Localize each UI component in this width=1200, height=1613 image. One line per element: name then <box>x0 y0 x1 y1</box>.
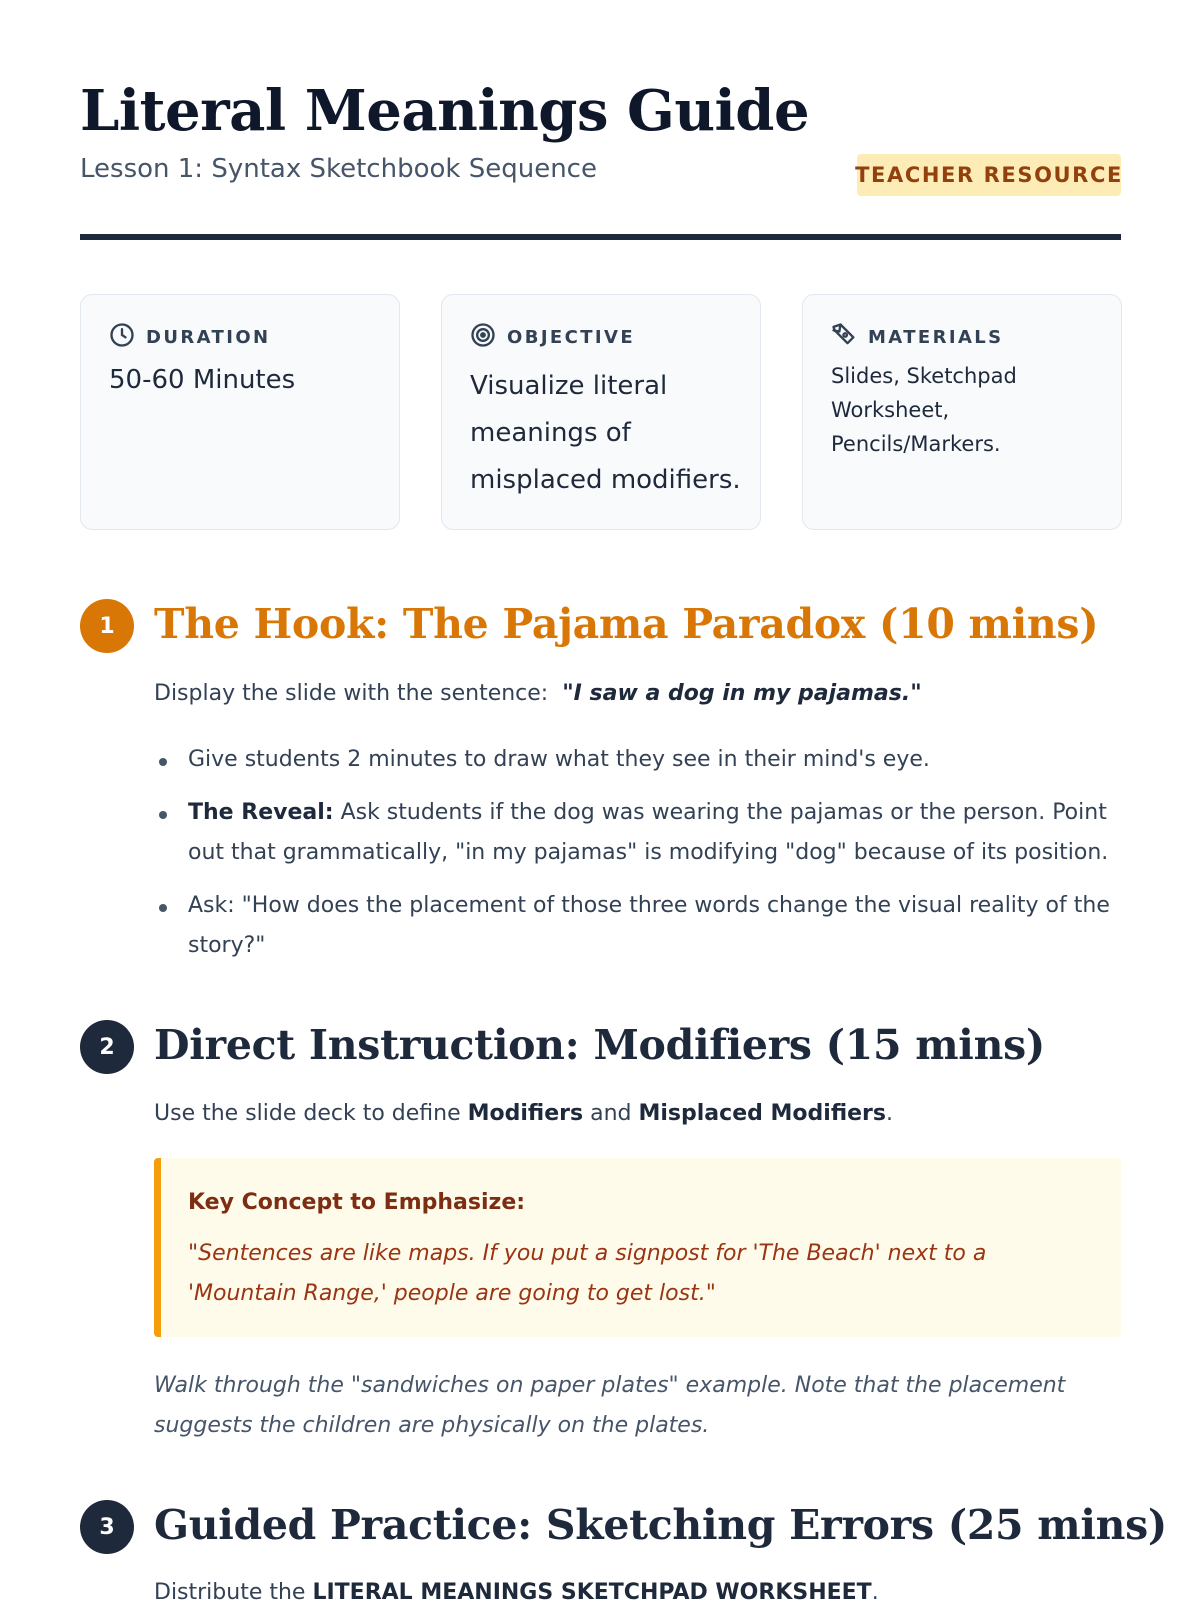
list-item: The Reveal: Ask students if the dog was wearing the pajamas or the person. Point out that grammatically, "in my pajamas" is modifying "dog" because of its position. <box>154 793 1129 873</box>
objective-card <box>441 294 761 530</box>
teacher-resource-badge: TEACHER RESOURCE <box>857 154 1121 196</box>
section-3-title: Guided Practice: Sketching Errors (25 mins) <box>154 1501 1168 1549</box>
section-1-intro: Display the slide with the sentence: "I saw a dog in my pajamas." <box>154 681 922 706</box>
materials-card <box>802 294 1122 530</box>
section-2-intro: Use the slide deck to define Modifiers and Misplaced Modifiers. <box>154 1101 893 1126</box>
section-3-intro: Distribute the LITERAL MEANINGS SKETCHPAD WORKSHEET. <box>154 1580 879 1605</box>
pajama-sentence: "I saw a dog in my pajamas." <box>562 681 922 706</box>
step-1-number: 1 <box>80 599 134 653</box>
key-concept-callout <box>154 1158 1121 1337</box>
objective-label: OBJECTIVE <box>469 321 635 354</box>
section-1-title: The Hook: The Pajama Paradox (10 mins) <box>154 600 1099 648</box>
callout-title: Key Concept to Emphasize: <box>188 1190 526 1215</box>
section-2-note: Walk through the "sandwiches on paper plates" example. Note that the placement suggests the children are physically on the plates. <box>154 1373 1066 1438</box>
list-item: Give students 2 minutes to draw what they see in their mind's eye. <box>154 740 1129 780</box>
page-subtitle: Lesson 1: Syntax Sketchbook Sequence <box>80 154 597 184</box>
materials-label: MATERIALS <box>830 321 1004 354</box>
clock-icon <box>108 321 136 354</box>
callout-quote: "Sentences are like maps. If you put a signpost for 'The Beach' next to a 'Mountain Range,' people are going to get lost." <box>188 1241 987 1306</box>
step-2-number: 2 <box>80 1020 134 1074</box>
header-divider <box>80 234 1121 240</box>
duration-label: DURATION <box>108 321 271 354</box>
section-2-title: Direct Instruction: Modifiers (15 mins) <box>154 1021 1045 1069</box>
materials-value: Slides, Sketchpad Worksheet, Pencils/Markers. <box>831 364 1017 456</box>
page-title: Literal Meanings Guide <box>80 78 810 144</box>
objective-value: Visualize literal meanings of misplaced modifiers. <box>470 371 741 495</box>
step-3-number: 3 <box>80 1500 134 1554</box>
target-icon <box>469 321 497 354</box>
list-item: Ask: "How does the placement of those three words change the visual reality of the story?" <box>154 886 1129 966</box>
section-1-bullets <box>154 740 1129 979</box>
duration-value: 50-60 Minutes <box>109 365 296 395</box>
pen-tool-icon <box>830 321 858 354</box>
duration-card <box>80 294 400 530</box>
